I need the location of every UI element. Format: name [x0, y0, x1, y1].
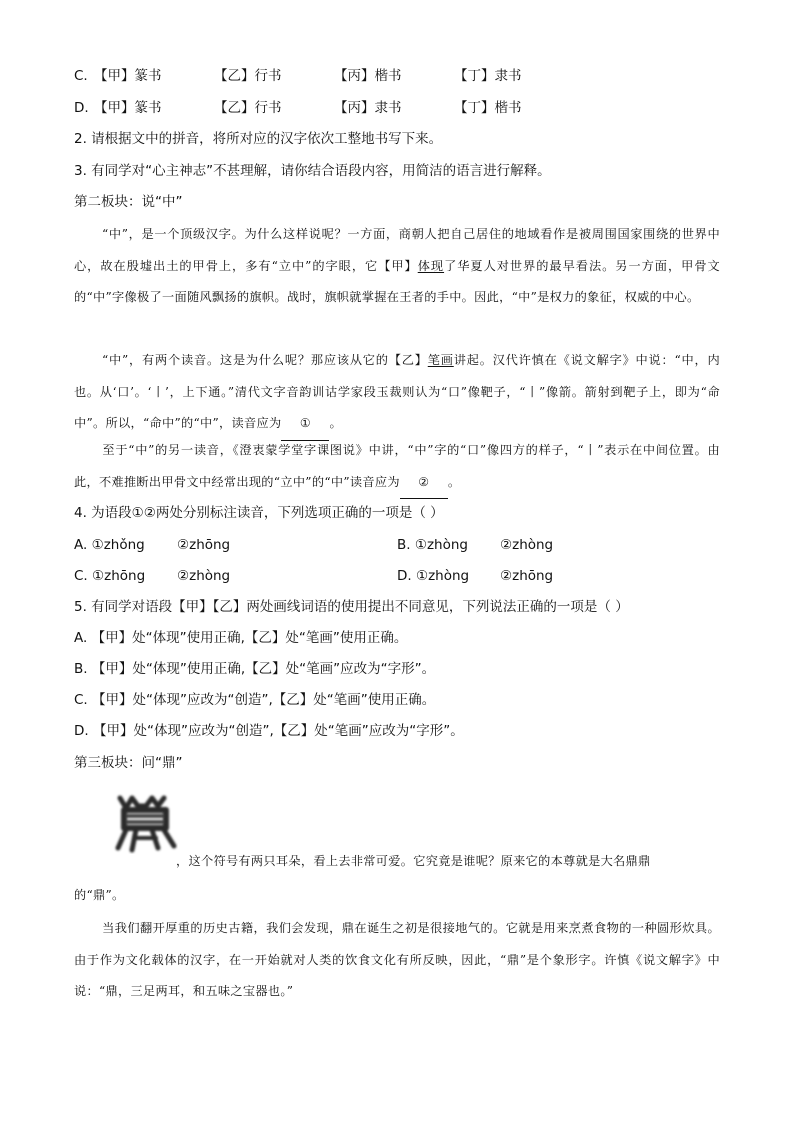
question-3: 3. 有同学对“心主神志”不甚理解，请你结合语段内容，用简洁的语言进行解释。 [74, 163, 551, 179]
text: 。 [447, 474, 461, 489]
text: 至于“中”的另一读音，《澄衷蒙学堂字课图说》中讲，“中”字的“口”像四方的样子，“丨”表示在中间位置。由此，不难推断出甲骨文中经常出现的“立中”的“中”读音应为 [74, 443, 720, 489]
option-ding: 【丁】隶书 [454, 68, 522, 84]
answer-blank-2[interactable]: ② [400, 467, 448, 500]
text: 当我们翻开厚重的历史古籍，我们会发现，鼎在诞生之初是很接地气的。它就是用来烹煮食物的一种圆形炊具。由于作为文化载体的汉字，在一开始就对人类的饮食文化有所反映，因此，“鼎”是个象形字。许慎《说文解字》中说：“鼎，三足两耳，和五味之宝器也。” [74, 921, 720, 998]
q5-option-d: D. 【甲】处“体现”应改为“创造”,【乙】处“笔画”应改为“字形”。 [74, 723, 464, 739]
option-ding: 【丁】楷书 [454, 100, 522, 116]
passage-paragraph-3 [74, 435, 720, 499]
option-yi: 【乙】行书 [214, 100, 282, 116]
ding-oracle-glyph-image [112, 792, 178, 854]
text: “中”，是一个顶级汉字。为什么这样说呢？一方面，商朝人把自己居住的地域看作是被周围国家围绕的世界中心，故在殷墟出土的甲骨上，多有“立中”的字眼，它【甲】 [74, 227, 720, 273]
option-jia: 【甲】篆书 [94, 100, 162, 116]
question-5: 5. 有同学对语段【甲】【乙】两处画线词语的使用提出不同意见，下列说法正确的一项是（ ） [74, 599, 629, 615]
q4-option-a-second: ②zhōng [177, 537, 231, 553]
passage-paragraph-1 [74, 219, 720, 314]
q4-option-c: C. ①zhōng [74, 568, 146, 584]
underlined-word-yi: 笔画 [427, 353, 454, 367]
section-2-title: 第二板块：说“中” [74, 194, 183, 210]
option-bing: 【丙】楷书 [334, 68, 402, 84]
q4-option-d-second: ②zhōng [500, 568, 554, 584]
option-yi: 【乙】行书 [214, 68, 282, 84]
q5-option-a: A. 【甲】处“体现”使用正确,【乙】处“笔画”使用正确。 [74, 630, 408, 646]
passage-paragraph-4-end: 的“鼎”。 [74, 888, 125, 902]
text: 。 [329, 416, 342, 430]
option-bing: 【丙】隶书 [334, 100, 402, 116]
option-letter: D. [74, 100, 89, 116]
q4-option-b: B. ①zhòng [397, 537, 468, 553]
question-2: 2. 请根据文中的拼音，将所对应的汉字依次工整地书写下来。 [74, 131, 443, 147]
answer-blank-1[interactable]: ① [281, 408, 329, 441]
text: 了华夏人对世界的最早看法。另一方面，甲骨文的“中”字像极了一面随风飘扬的旗帜。战时，旗帜就掌握在王者的手中。因此，“中”是权力的象征，权威的中心。 [74, 258, 720, 304]
underlined-word-jia: 体现 [417, 258, 445, 273]
passage-paragraph-5 [74, 913, 720, 1008]
section-3-title: 第三板块：问“鼎” [74, 755, 183, 771]
passage-paragraph-4-start: ，这个符号有两只耳朵，看上去非常可爱。它究竟是谁呢？原来它的本尊就是大名鼎鼎 [176, 854, 651, 868]
text: 讲起。汉代许慎在《说文解字》中说：“中，内也。从‘口’。‘丨’，上下通。”清代文字音韵训诂学家段玉裁则认为“口”像靶子，“丨”像箭。箭射到靶子上，即为“命中”。所以，“命中”的“中”，读音应为 [74, 353, 721, 430]
q5-option-b: B. 【甲】处“体现”使用正确,【乙】处“笔画”应改为“字形”。 [74, 661, 436, 677]
text: “中”，有两个读音。这是为什么呢？那应该从它的【乙】 [102, 353, 428, 367]
q4-option-a: A. ①zhǒng [74, 537, 145, 553]
q4-option-c-second: ②zhòng [177, 568, 231, 584]
question-4: 4. 为语段①②两处分别标注读音，下列选项正确的一项是（ ） [74, 505, 444, 521]
q5-option-c: C. 【甲】处“体现”应改为“创造”,【乙】处“笔画”使用正确。 [74, 692, 436, 708]
option-jia: 【甲】篆书 [94, 68, 162, 84]
option-letter: C. [74, 68, 88, 84]
q4-option-b-second: ②zhòng [500, 537, 554, 553]
passage-paragraph-2 [74, 345, 720, 441]
q4-option-d: D. ①zhòng [397, 568, 470, 584]
